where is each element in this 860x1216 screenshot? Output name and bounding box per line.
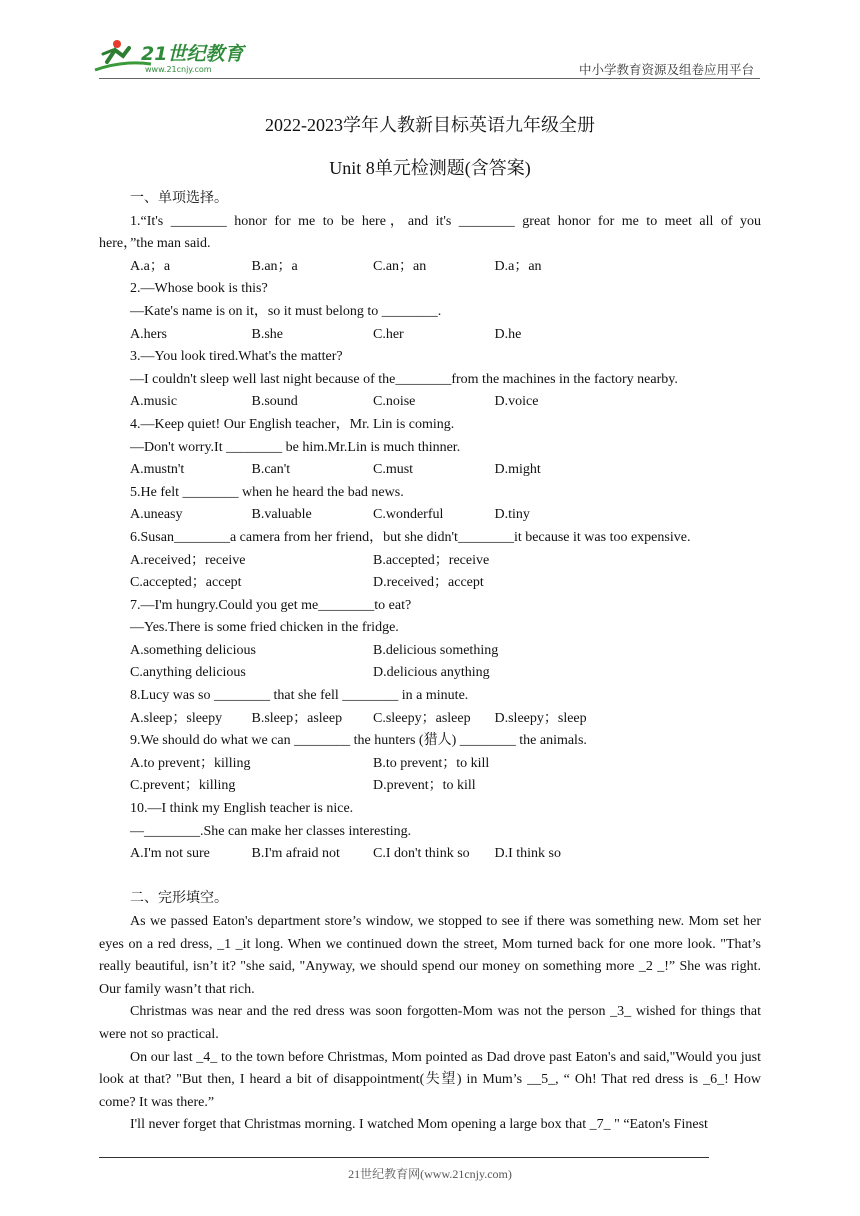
answer-option: D.might [494, 462, 541, 478]
answer-option: A.to prevent；killing [130, 755, 251, 771]
question-stem: 10.—I think my English teacher is nice. [130, 801, 354, 817]
answer-option: C.wonderful [373, 507, 444, 523]
question-stem: 6.Susan________a camera from her friend，but she didn't________it because it was too expensive. [130, 529, 691, 545]
question-stem: —I couldn't sleep well last night because of the________from the machines in the factory nearby. [130, 371, 678, 387]
answer-option: B.valuable [251, 507, 312, 523]
option-row [99, 504, 761, 527]
answer-option: A.sleep；sleepy [130, 710, 223, 726]
option-row [99, 662, 761, 685]
question-stem: 1.“It's ________ honor for me to be here，and it's ________ great honor for me to meet all of you [130, 213, 761, 229]
answer-option: D.a；an [494, 258, 542, 274]
exam-content [99, 188, 761, 1137]
option-row [99, 753, 761, 776]
answer-option: B.accepted；receive [373, 552, 490, 568]
answer-option: B.to prevent；to kill [373, 755, 490, 771]
cloze-paragraph: On our last _4_ to the town before Christmas, Mom pointed as Dad drove past Eaton's and said,"Would you just look at that? "But then, I heard a bit of disappointment(失望) in Mum’s __5_, “ Oh! That red dress is _6_! How come? It was there.” [99, 1049, 761, 1110]
answer-option: A.received；receive [130, 552, 246, 568]
page-header [0, 0, 860, 90]
question-stem: 7.—I'm hungry.Could you get me________to eat? [130, 597, 412, 613]
answer-option: D.received；accept [373, 575, 484, 591]
answer-option: C.accepted；accept [130, 575, 242, 591]
question-stem: 5.He felt ________ when he heard the bad news. [130, 484, 404, 500]
answer-option: A.mustn't [130, 462, 185, 478]
question-stem: 4.—Keep quiet! Our English teacher，Mr. Lin is coming. [130, 416, 455, 432]
question-stem: —Kate's name is on it，so it must belong to ________. [130, 303, 442, 319]
option-row [99, 324, 761, 347]
logo-url: www.21cnjy.com [145, 65, 212, 74]
answer-option: D.tiny [494, 507, 530, 523]
option-row [99, 459, 761, 482]
question-stem: 3.—You look tired.What's the matter? [130, 349, 343, 365]
option-row [99, 256, 761, 279]
section-heading: 一、单项选择。 [130, 191, 228, 206]
question-stem: —Yes.There is some fried chicken in the fridge. [130, 620, 399, 636]
logo-text: 21世纪教育 [141, 43, 244, 65]
answer-option: B.she [251, 326, 283, 342]
answer-option: C.sleepy；asleep [373, 710, 471, 726]
site-logo [93, 36, 263, 78]
answer-option: C.prevent；killing [130, 778, 236, 794]
answer-option: B.delicious something [373, 642, 499, 658]
question-stem: 2.—Whose book is this? [130, 281, 268, 297]
answer-option: B.an；a [251, 258, 298, 274]
option-row [99, 640, 761, 663]
section-heading: 二、完形填空。 [130, 891, 228, 907]
option-row [99, 843, 761, 866]
answer-option: C.an；an [373, 258, 427, 274]
header-divider [99, 78, 760, 79]
question-stem: 9.We should do what we can ________ the hunters (猎人) ________ the animals. [130, 733, 587, 749]
answer-option: C.I don't think so [373, 846, 470, 862]
answer-option: D.delicious anything [373, 665, 490, 681]
question-stem: here，”the man said. [99, 236, 211, 252]
question-stem: 8.Lucy was so ________ that she fell ________ in a minute. [130, 688, 469, 704]
answer-option: D.he [494, 326, 522, 342]
cloze-paragraph: Christmas was near and the red dress was soon forgotten-Mom was not the person _3_ wished for things that were not so practical. [99, 1004, 761, 1042]
answer-option: D.I think so [494, 846, 561, 862]
answer-option: A.music [130, 394, 178, 410]
answer-option: D.sleepy；sleep [494, 710, 587, 726]
page-subtitle: Unit 8单元检测题(含答案) [329, 158, 531, 178]
option-row [99, 391, 761, 414]
answer-option: B.sound [251, 394, 298, 410]
answer-option: A.I'm not sure [130, 846, 210, 862]
question-stem: —Don't worry.It ________ be him.Mr.Lin is much thinner. [130, 439, 461, 455]
question-stem: —________.She can make her classes interesting. [130, 823, 412, 839]
page-title: 2022-2023学年人教新目标英语九年级全册 [265, 115, 595, 135]
section-spacer [99, 866, 761, 889]
option-row [99, 775, 761, 798]
footer-divider [99, 1157, 709, 1158]
answer-option: A.a；a [130, 258, 171, 274]
answer-option: D.voice [494, 394, 539, 410]
cloze-paragraph: As we passed Eaton's department store’s window, we stopped to see if there was something new. Mom set her eyes on a red dress, _1 _it long. When we continued down the street, Mom turned back for one more look. "That’s really beautiful, isn’t it? "she said, "Anyway, we should spend our money on something more _2 _!” She was right. Our family wasn’t that rich. [99, 914, 761, 997]
answer-option: C.anything delicious [130, 665, 246, 681]
cloze-paragraph: I'll never forget that Christmas morning. I watched Mom opening a large box that _7_ " “Eaton's Finest [130, 1117, 708, 1133]
answer-option: A.uneasy [130, 507, 183, 523]
platform-name: 中小学教育资源及组卷应用平台 [578, 62, 754, 77]
answer-option: A.hers [130, 326, 167, 342]
answer-option: B.can't [251, 462, 291, 478]
answer-option: C.her [373, 326, 404, 342]
answer-option: C.must [373, 462, 414, 478]
answer-option: B.sleep；asleep [251, 710, 343, 726]
footer-text: 21世纪教育网(www.21cnjy.com) [348, 1167, 512, 1181]
answer-option: A.something delicious [130, 642, 256, 658]
option-row [99, 550, 761, 573]
option-row [99, 572, 761, 595]
answer-option: C.noise [373, 394, 416, 410]
option-row [99, 708, 761, 731]
answer-option: D.prevent；to kill [373, 778, 476, 794]
answer-option: B.I'm afraid not [251, 846, 340, 862]
